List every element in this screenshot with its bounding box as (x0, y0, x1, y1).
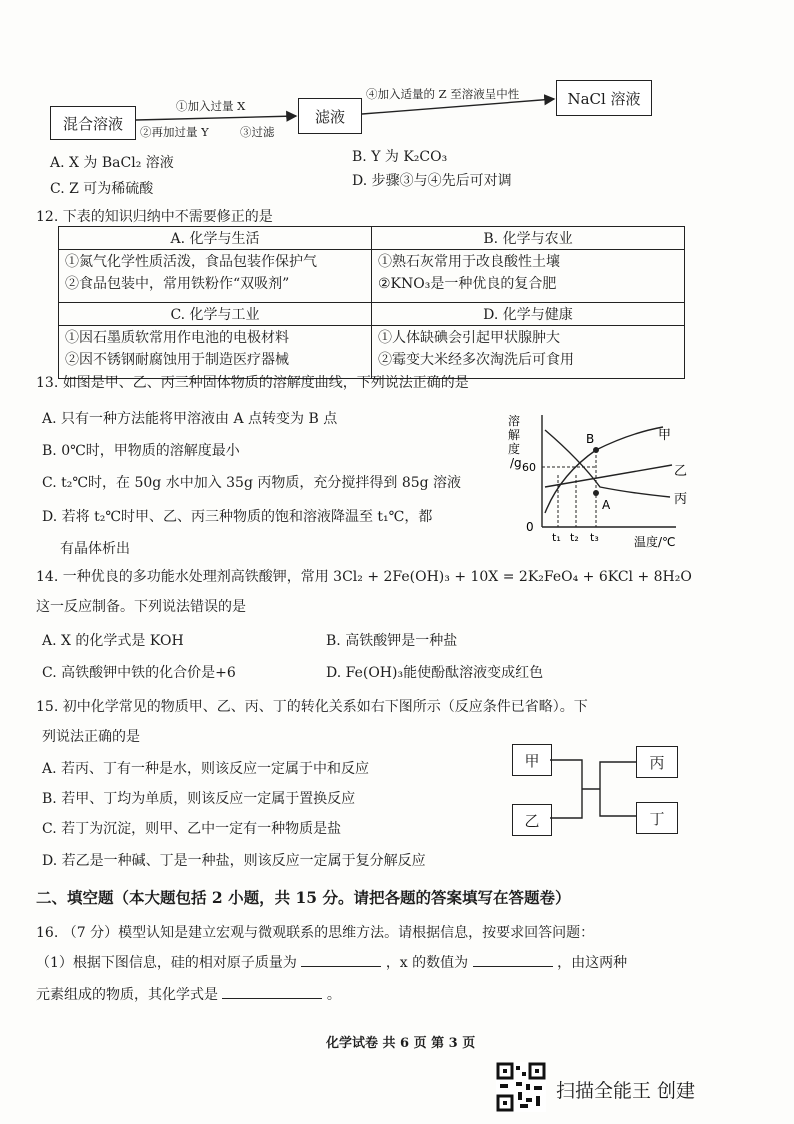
graph-label-jia: 甲 (658, 428, 672, 443)
flow-box-nacl: NaCl 溶液 (556, 80, 652, 116)
flow-box-filtrate: 滤液 (298, 98, 362, 134)
q12-d1: ①人体缺碘会引起甲状腺肿大 (378, 330, 560, 346)
q15-option-b: B. 若甲、丁均为单质，则该反应一定属于置换反应 (42, 791, 356, 807)
q11-option-b: B. Y 为 K₂CO₃ (352, 149, 448, 165)
q13-option-d-line1: D. 若将 t₂℃时甲、乙、丙三种物质的饱和溶液降温至 t₁℃，都 (42, 509, 433, 525)
q12-c1: ①因石墨质软常用作电池的电极材料 (65, 330, 289, 346)
q16-l3a: 元素组成的物质，其化学式是 (36, 987, 218, 1003)
curve-yi (545, 465, 672, 487)
q13-option-b: B. 0℃时，甲物质的溶解度最小 (42, 443, 240, 459)
q12-cell-c (59, 326, 372, 379)
q16-l3b: 。 (326, 987, 341, 1003)
q12-cell-b (372, 250, 685, 303)
q12-head-d: D. 化学与健康 (372, 303, 685, 326)
q15-option-c: C. 若丁为沉淀，则甲、乙中一定有一种物质是盐 (42, 821, 342, 837)
graph-t2: t₂ (570, 531, 579, 544)
q12-a1: ①氮气化学性质活泼，食品包装作保护气 (65, 254, 317, 270)
q12-b1: ①熟石灰常用于改良酸性土壤 (378, 254, 560, 270)
graph-point-a-label: A (602, 498, 611, 512)
curve-bing (545, 430, 670, 497)
q12-d2: ②霉变大米经多次淘洗后可食用 (378, 352, 574, 368)
q13-stem: 13. 如图是甲、乙、丙三种固体物质的溶解度曲线，下列说法正确的是 (36, 375, 469, 391)
graph-ylabel: 溶解度/g (508, 414, 522, 470)
q12-stem: 12. 下表的知识归纳中不需要修正的是 (36, 209, 273, 225)
q12-head-a: A. 化学与生活 (59, 227, 372, 250)
q15-box-bing: 丙 (636, 746, 678, 778)
q13-option-d-line2: 有晶体析出 (60, 541, 130, 557)
q16-line-1: 16. （7 分）模型认知是建立宏观与微观联系的思维方法。请根据信息，按要求回答问题： (36, 925, 595, 941)
q12-b2: ②KNO₃是一种优良的复合肥 (378, 276, 557, 292)
point-a (593, 490, 599, 496)
q12-head-c: C. 化学与工业 (59, 303, 372, 326)
graph-label-yi: 乙 (674, 464, 688, 479)
q15-stem-2: 列说法正确的是 (42, 729, 140, 745)
q15-box-yi: 乙 (512, 804, 552, 836)
graph-tick-60: 60 (522, 461, 536, 474)
q12-cell-a (59, 250, 372, 303)
q11-option-c: C. Z 可为稀硫酸 (50, 181, 154, 197)
q16-l2c: ，由这两种 (557, 955, 628, 971)
q12-head-b: B. 化学与农业 (372, 227, 685, 250)
q14-stem-2: 这一反应制备。下列说法错误的是 (36, 599, 246, 615)
q11-option-d: D. 步骤③与④先后可对调 (352, 173, 512, 189)
q14-option-d: D. Fe(OH)₃能使酚酞溶液变成红色 (326, 665, 544, 681)
graph-label-bing: 丙 (674, 492, 688, 507)
graph-point-b-label: B (586, 432, 595, 446)
q14-option-b: B. 高铁酸钾是一种盐 (326, 633, 458, 649)
q14-stem: 14. 一种优良的多功能水处理剂高铁酸钾，常用 3Cl₂ + 2Fe(OH)₃ + 10X = 2K₂FeO₄ + 6KCl + 8H₂O (36, 569, 692, 585)
q13-solubility-graph (500, 405, 700, 555)
q12-a2: ②食品包装中，常用铁粉作“双吸剂” (65, 276, 290, 292)
watermark-text: 扫描全能王 创建 (556, 1080, 696, 1102)
q16-blank-x[interactable] (473, 966, 553, 967)
flow-arrow-1 (136, 116, 296, 120)
q12-c2: ②因不锈钢耐腐蚀用于制造医疗器械 (65, 352, 289, 368)
q16-line-3 (36, 984, 341, 1004)
point-b (593, 447, 599, 453)
q15-box-ding: 丁 (636, 802, 678, 834)
q14-option-a: A. X 的化学式是 KOH (42, 633, 184, 649)
flow-arrows (0, 0, 794, 160)
page-footer: 化学试卷 共 6 页 第 3 页 (326, 1036, 476, 1051)
flow-step-4: ④加入适量的 Z 至溶液呈中性 (366, 87, 520, 101)
graph-origin: 0 (526, 520, 534, 534)
q16-blank-formula[interactable] (222, 998, 322, 999)
q15-option-a: A. 若丙、丁有一种是水，则该反应一定属于中和反应 (42, 761, 370, 777)
q15-stem: 15. 初中化学常见的物质甲、乙、丙、丁的转化关系如右下图所示（反应条件已省略）。下 (36, 699, 588, 715)
flow-step-2: ②再加过量 Y (140, 125, 209, 139)
graph-t1: t₁ (552, 531, 561, 544)
graph-xlabel: 温度/℃ (634, 535, 676, 549)
q15-option-d: D. 若乙是一种碱、丁是一种盐，则该反应一定属于复分解反应 (42, 853, 426, 869)
q16-blank-si-mass[interactable] (301, 966, 381, 967)
flow-step-3: ③过滤 (240, 125, 275, 139)
q12-cell-d (372, 326, 685, 379)
q11-option-a: A. X 为 BaCl₂ 溶液 (50, 155, 174, 171)
q12-table (58, 226, 685, 379)
q15-box-jia: 甲 (512, 744, 552, 776)
q14-option-c: C. 高铁酸钾中铁的化合价是+6 (42, 665, 236, 681)
flow-box-mixture: 混合溶液 (50, 106, 136, 140)
q16-l2a: （1）根据下图信息，硅的相对原子质量为 (36, 955, 297, 971)
qr-code-icon (496, 1062, 546, 1112)
flow-step-1: ①加入过量 X (176, 99, 246, 113)
q16-l2b: ，x 的数值为 (385, 955, 469, 971)
q15-connector-lines (550, 756, 640, 826)
q16-line-2 (36, 952, 627, 972)
q13-option-a: A. 只有一种方法能将甲溶液由 A 点转变为 B 点 (42, 411, 338, 427)
section-2-heading: 二、填空题（本大题包括 2 小题，共 15 分。请把各题的答案填写在答题卷） (36, 888, 571, 907)
q13-option-c: C. t₂℃时，在 50g 水中加入 35g 丙物质，充分搅拌得到 85g 溶液 (42, 475, 462, 491)
graph-t3: t₃ (590, 531, 599, 544)
